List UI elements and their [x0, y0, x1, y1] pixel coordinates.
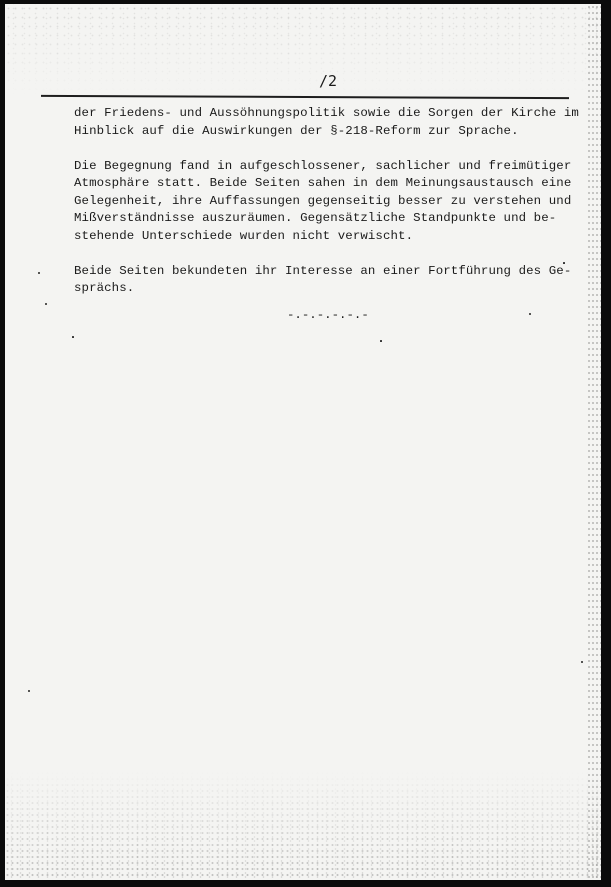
scan-speck — [38, 272, 40, 274]
text-line: Hinblick auf die Auswirkungen der §-218-Reform zur Sprache. — [74, 123, 519, 138]
paragraph-1 — [74, 105, 579, 140]
scan-edge-right — [587, 4, 601, 880]
paragraph-3 — [74, 263, 574, 298]
text-line: Mißverständnisse auszuräumen. Gegensätzliche Standpunkte und be- — [74, 211, 557, 225]
text-line: Die Begegnung fand in aufgeschlossener, sachlicher und freimütiger — [74, 158, 572, 173]
scan-speck — [28, 690, 30, 692]
scan-speck — [563, 262, 565, 264]
scan-speck — [581, 661, 583, 663]
page-number: /2 — [319, 72, 338, 90]
scan-noise-top — [5, 4, 601, 99]
text-line: Beide Seiten bekundeten ihr Interesse an einer Fortführung des Ge- — [74, 263, 572, 278]
text-line: Gelegenheit, ihre Auffassungen gegenseitig besser zu verstehen und — [74, 193, 572, 208]
scan-speck — [45, 303, 47, 305]
text-line: stehende Unterschiede wurden nicht verwischt. — [74, 228, 414, 243]
document-page — [5, 4, 601, 880]
body-text — [74, 105, 579, 315]
text-line: der Friedens- und Aussöhnungspolitik sowie die Sorgen der Kirche im — [74, 106, 579, 120]
text-line: sprächs. — [74, 281, 135, 295]
text-line: Atmosphäre statt. Beide Seiten sahen in dem Meinungsaustausch eine — [74, 176, 572, 190]
end-mark: -.-.-.-.-.- — [287, 308, 369, 322]
scan-noise-bottom — [5, 770, 601, 880]
scan-speck — [529, 313, 531, 315]
scan-speck — [380, 340, 382, 342]
scan-speck — [72, 336, 74, 338]
paragraph-2 — [74, 158, 574, 246]
